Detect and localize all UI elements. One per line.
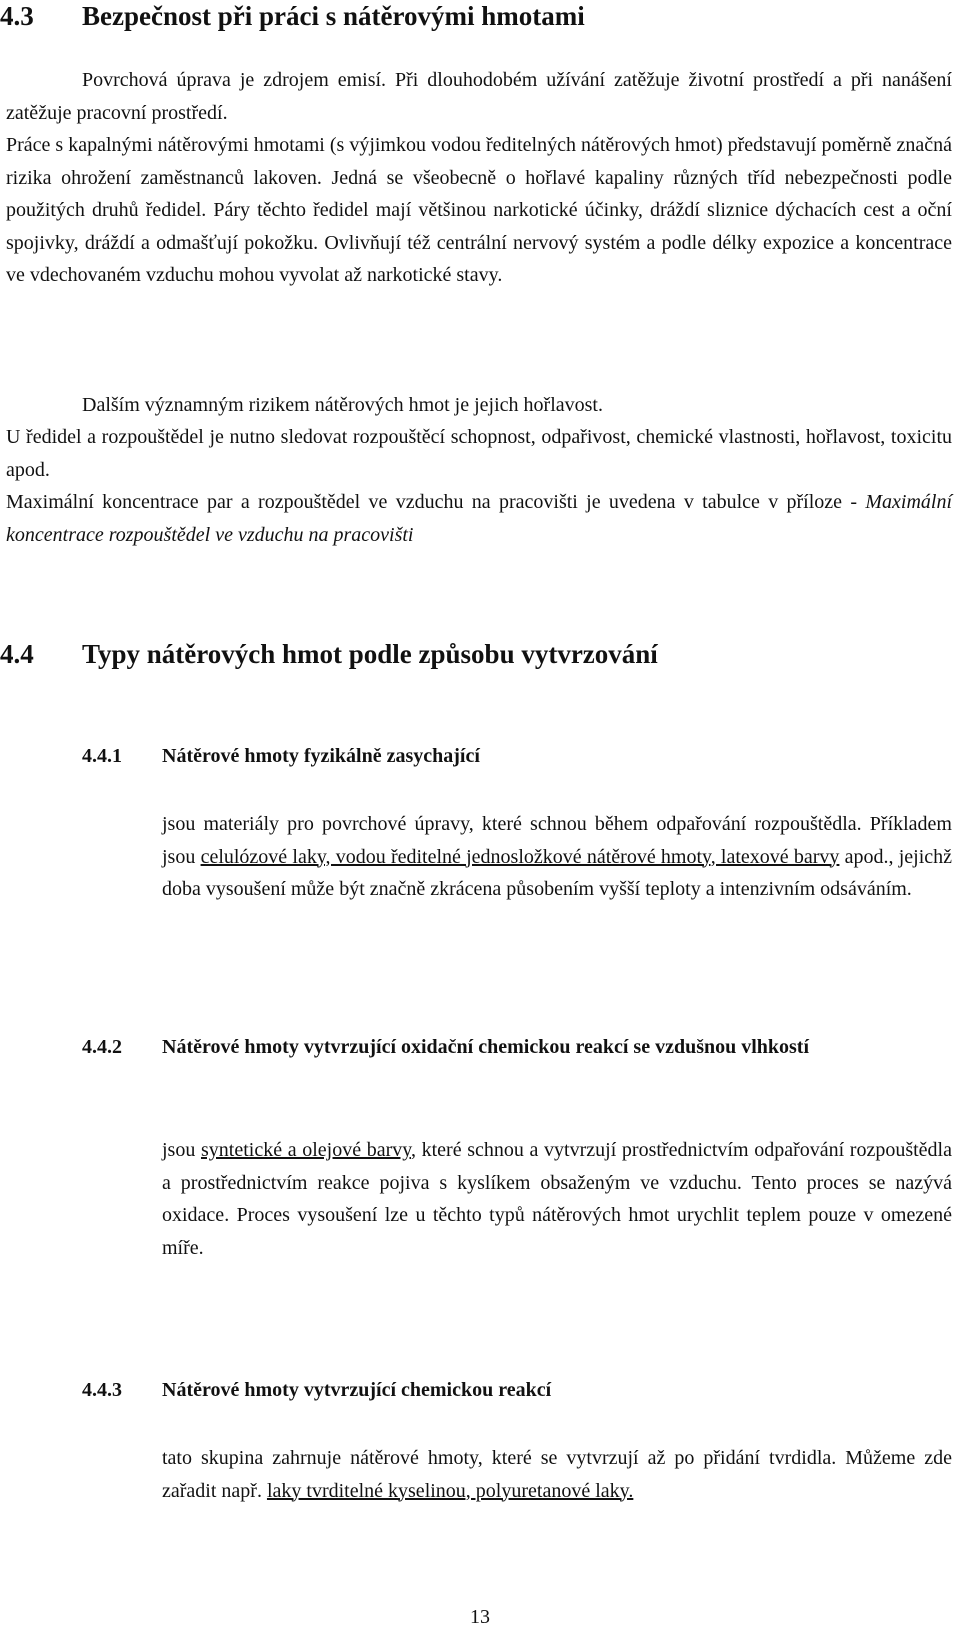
section-title: Bezpečnost při práci s nátěrovými hmotami	[82, 1, 585, 31]
paragraph-text: apod., jejichž doba vysoušení může být značně zkrácena působením vyšší teploty a intenzivním odsáváním.	[162, 845, 953, 900]
subsection-number: 4.4.1	[82, 745, 122, 767]
paragraph-text: Dalším významným rizikem nátěrových hmot je jejich hořlavost.	[82, 394, 603, 416]
paragraph-text: Povrchová úprava je zdrojem emisí. Při dlouhodobém užívání zatěžuje životní prostředí a při nanášení zatěžuje pracovní prostředí.	[6, 69, 952, 124]
paragraph-text: jsou materiály pro povrchové úpravy, které schnou během odpařování rozpouštědla. Příkladem jsou	[162, 813, 952, 868]
subsection-title: Nátěrové hmoty vytvrzující chemickou reakcí	[162, 1379, 552, 1401]
subsection-title: Nátěrové hmoty vytvrzující oxidační chemickou reakcí se vzdušnou vlhkostí	[162, 1036, 810, 1058]
paragraph-chemical-curing	[162, 1442, 952, 1507]
paragraph-text: , které schnou a vytvrzují prostřednictvím odpařování rozpouštědla a prostřednictvím reakce pojiva s kyslíkem obsaženým ve vzduchu. Tento proces se nazývá oxidace. Proces vysoušení lze u těchto typů nátěrových hmot urychlit teplem pouze v omezené míře.	[162, 1139, 952, 1259]
section-title: Typy nátěrových hmot podle způsobu vytvrzování	[82, 639, 658, 669]
paragraph-text: jsou	[162, 1139, 201, 1161]
subsection-heading-4-4-3	[82, 1374, 952, 1406]
subsection-heading-4-4-1	[82, 740, 952, 772]
underlined-examples: syntetické a olejové barvy	[200, 1139, 411, 1161]
subsection-number: 4.4.2	[82, 1036, 122, 1058]
paragraph-solvents	[6, 421, 952, 486]
paragraph-physically-drying	[162, 808, 952, 906]
paragraph-text: Práce s kapalnými nátěrovými hmotami (s výjimkou vodou ředitelných nátěrových hmot) představují poměrně značná rizika ohrožení zaměstnanců lakoven. Jedná se všeobecně o hořlavé kapaliny různých tříd nebezpečnosti podle použitých druhů ředidel. Páry těchto ředidel mají většinou narkotické účinky, dráždí sliznice dýchacích cest a oční spojivky, dráždí a odmašťují pokožku. Ovlivňují též centrální nervový systém a podle délky expozice a koncentrace ve vdechovaném vzduchu mohou vyvolat až narkotické stavy.	[6, 134, 952, 286]
appendix-reference: Maximální koncentrace rozpouštědel ve vzduchu na pracovišti	[6, 491, 952, 546]
section-number: 4.4	[0, 639, 34, 669]
section-number: 4.3	[0, 1, 34, 31]
paragraph-text: U ředidel a rozpouštědel je nutno sledovat rozpouštěcí schopnost, odpařivost, chemické vlastnosti, hořlavost, toxicitu apod.	[6, 426, 952, 481]
subsection-number: 4.4.3	[82, 1379, 122, 1401]
underlined-examples: celulózové laky, vodou ředitelné jednosložkové nátěrové hmoty, latexové barvy	[200, 845, 840, 868]
paragraph-text: tato skupina zahrnuje nátěrové hmoty, které se vytvrzují až po přidání tvrdidla. Můžeme zde zařadit např.	[162, 1447, 952, 1502]
paragraph-oxidative-curing	[162, 1134, 952, 1264]
underlined-examples: laky tvrditelné kyselinou, polyuretanové laky.	[266, 1479, 634, 1502]
paragraph-intro	[6, 64, 952, 129]
paragraph-flammability	[6, 389, 952, 422]
subsection-heading-4-4-2	[82, 1031, 952, 1063]
paragraph-max-concentration	[6, 486, 952, 551]
paragraph-text: Maximální koncentrace par a rozpouštědel ve vzduchu na pracovišti je uvedena v tabulce v příloze -	[6, 491, 866, 513]
page-number: 13	[470, 1606, 490, 1628]
paragraph-risks	[6, 129, 952, 292]
subsection-title: Nátěrové hmoty fyzikálně zasychající	[162, 745, 480, 767]
